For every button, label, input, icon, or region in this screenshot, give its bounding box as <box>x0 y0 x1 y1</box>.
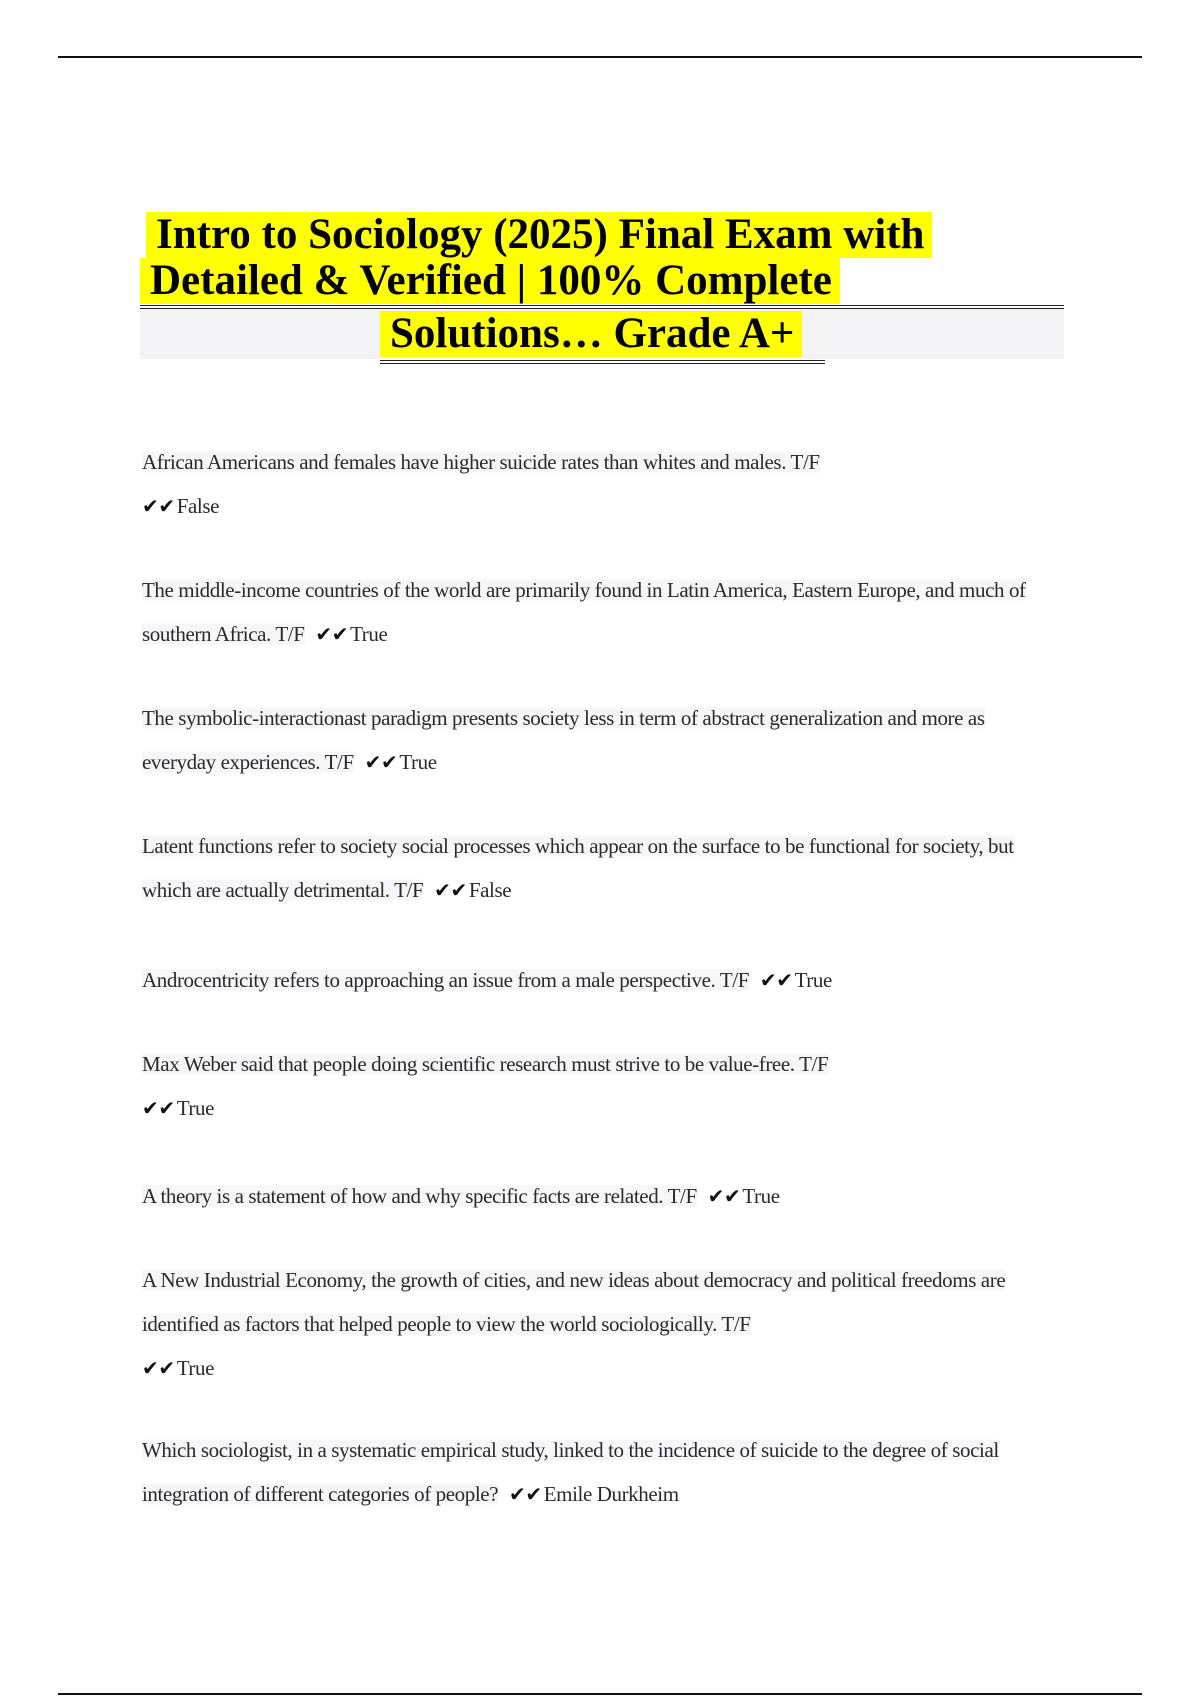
title-line-3: Solutions… Grade A+ <box>380 311 802 357</box>
question-item <box>142 1042 1062 1130</box>
bottom-rule <box>58 1693 1142 1695</box>
question-text: Latent functions refer to society social processes which appear on the surface to be functional for society, but which are actually detrimental. T/F <box>142 834 1014 902</box>
title-line-1: Intro to Sociology (2025) Final Exam with <box>146 212 932 258</box>
question-text: Which sociologist, in a systematic empirical study, linked to the incidence of suicide to the degree of social integration of different categories of people? <box>142 1438 999 1506</box>
answer-text: Emile Durkheim <box>543 1482 679 1506</box>
question-item <box>142 958 1062 1002</box>
double-check-icon: ✔✔ <box>364 750 398 774</box>
double-check-icon: ✔✔ <box>142 1356 175 1380</box>
question-text: Androcentricity refers to approaching an issue from a male perspective. T/F <box>142 968 749 992</box>
question-text: African Americans and females have higher suicide rates than whites and males. T/F <box>142 450 820 474</box>
question-item <box>142 696 1062 784</box>
document-title <box>140 212 1064 359</box>
answer-text: False <box>176 494 220 518</box>
question-item <box>142 1428 1062 1516</box>
question-text: A New Industrial Economy, the growth of cities, and new ideas about democracy and political freedoms are identified as factors that helped people to view the world sociologically. T/F <box>142 1268 1006 1336</box>
answer-text: True <box>176 1096 215 1120</box>
title-line-2: Detailed & Verified | 100% Complete <box>140 258 840 304</box>
question-item <box>142 824 1062 912</box>
question-item <box>142 440 1062 528</box>
double-check-icon: ✔✔ <box>707 1184 741 1208</box>
answer-text: True <box>176 1356 215 1380</box>
answer-text: False <box>468 878 512 902</box>
answer-text: True <box>350 622 388 646</box>
double-check-icon: ✔✔ <box>142 494 175 518</box>
answer-text: True <box>794 968 832 992</box>
double-check-icon: ✔✔ <box>315 622 349 646</box>
double-check-icon: ✔✔ <box>434 878 467 902</box>
question-text: Max Weber said that people doing scientific research must strive to be value-free. T/F <box>142 1052 829 1076</box>
double-check-icon: ✔✔ <box>759 968 793 992</box>
top-rule <box>58 56 1142 58</box>
title-line-3-band <box>140 309 1064 359</box>
double-check-icon: ✔✔ <box>142 1096 175 1120</box>
answer-text: True <box>399 750 437 774</box>
question-item <box>142 568 1062 656</box>
double-check-icon: ✔✔ <box>509 1482 542 1506</box>
answer-text: True <box>742 1184 780 1208</box>
question-text: The symbolic-interactionast paradigm presents society less in term of abstract generalization and more as everyday experiences. T/F <box>142 706 985 774</box>
title-line-3-underline <box>380 360 825 364</box>
question-item <box>142 1258 1062 1390</box>
question-item <box>142 1174 1062 1218</box>
question-text: The middle-income countries of the world are primarily found in Latin America, Eastern Europe, and much of southern Africa. T/F <box>142 578 1026 646</box>
question-text: A theory is a statement of how and why specific facts are related. T/F <box>142 1184 697 1208</box>
